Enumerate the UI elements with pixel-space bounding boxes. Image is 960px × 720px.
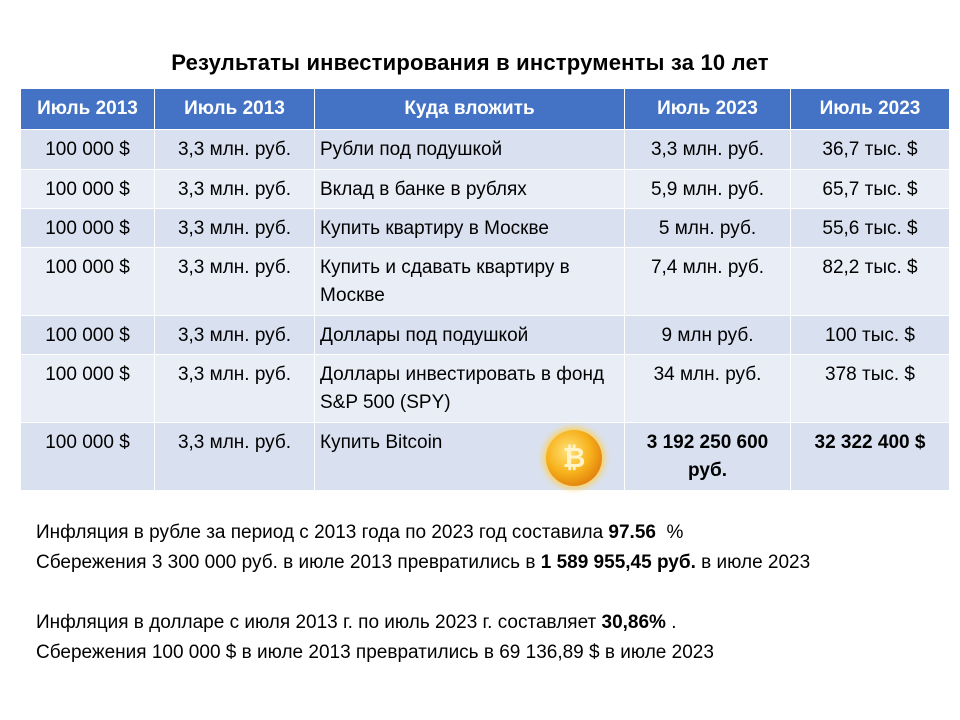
cell-start-rub: 3,3 млн. руб. [155,209,315,248]
cell-start-rub: 3,3 млн. руб. [155,248,315,316]
cell-start-rub: 3,3 млн. руб. [155,316,315,355]
cell-start-usd: 100 000 $ [21,170,155,209]
cell-start-rub: 3,3 млн. руб. [155,130,315,170]
cell-start-rub: 3,3 млн. руб. [155,355,315,423]
col-header-jul2023-usd: Июль 2023 [791,89,950,130]
table-row [21,355,950,423]
cell-end-rub: 5,9 млн. руб. [625,170,791,209]
cell-end-usd: 82,2 тыс. $ [791,248,950,316]
rub-inflation-value: 97.56 [608,522,656,543]
cell-end-rub: 34 млн. руб. [625,355,791,423]
cell-instrument: Вклад в банке в рублях [315,170,625,209]
cell-start-usd: 100 000 $ [21,355,155,423]
cell-end-usd: 55,6 тыс. $ [791,209,950,248]
cell-end-rub: 3 192 250 600 руб. [625,423,791,491]
table-row [21,248,950,316]
cell-end-rub: 7,4 млн. руб. [625,248,791,316]
usd-inflation-value: 30,86% [601,612,666,633]
col-header-jul2013-usd: Июль 2013 [21,89,155,130]
cell-end-usd: 36,7 тыс. $ [791,130,950,170]
table-row [21,209,950,248]
cell-start-rub: 3,3 млн. руб. [155,170,315,209]
usd-inflation-line: Инфляция в долларе с июля 2013 г. по июль 2023 г. составляет 30,86% . [36,612,677,633]
cell-instrument: Доллары инвестировать в фонд S&P 500 (SPY) [315,355,625,423]
cell-start-rub: 3,3 млн. руб. [155,423,315,491]
cell-end-usd: 65,7 тыс. $ [791,170,950,209]
cell-instrument-bitcoin [315,423,625,491]
page-title: Результаты инвестирования в инструменты за 10 лет [171,50,769,75]
rub-inflation-line: Инфляция в рубле за период с 2013 года по 2023 год составила 97.56 % [36,522,684,543]
rub-savings-value: 1 589 955,45 руб. [540,552,696,573]
cell-start-usd: 100 000 $ [21,423,155,491]
cell-end-rub: 9 млн руб. [625,316,791,355]
col-header-jul2013-rub: Июль 2013 [155,89,315,130]
table-row [21,316,950,355]
table-row [21,423,950,491]
table-row [21,170,950,209]
cell-start-usd: 100 000 $ [21,130,155,170]
col-header-jul2023-rub: Июль 2023 [625,89,791,130]
inflation-notes [36,518,810,668]
usd-savings-line: Сбережения 100 000 $ в июле 2013 превратились в 69 136,89 $ в июле 2023 [36,642,714,663]
cell-end-rub: 5 млн. руб. [625,209,791,248]
cell-end-rub: 3,3 млн. руб. [625,130,791,170]
cell-start-usd: 100 000 $ [21,316,155,355]
cell-start-usd: 100 000 $ [21,248,155,316]
cell-instrument-label: Купить Bitcoin [320,432,443,453]
table-row [21,130,950,170]
cell-end-usd: 100 тыс. $ [791,316,950,355]
cell-end-usd: 32 322 400 $ [791,423,950,491]
cell-instrument: Купить квартиру в Москве [315,209,625,248]
col-header-where-to-invest: Куда вложить [315,89,625,130]
cell-start-usd: 100 000 $ [21,209,155,248]
cell-instrument: Купить и сдавать квартиру в Москве [315,248,625,316]
cell-instrument: Доллары под подушкой [315,316,625,355]
rub-savings-line: Сбережения 3 300 000 руб. в июле 2013 превратились в 1 589 955,45 руб. в июле 2023 [36,552,811,573]
cell-end-usd: 378 тыс. $ [791,355,950,423]
investment-table [20,88,950,491]
table-header-row [21,89,950,130]
cell-instrument: Рубли под подушкой [315,130,625,170]
bitcoin-coin-icon: ₿ [546,430,602,486]
